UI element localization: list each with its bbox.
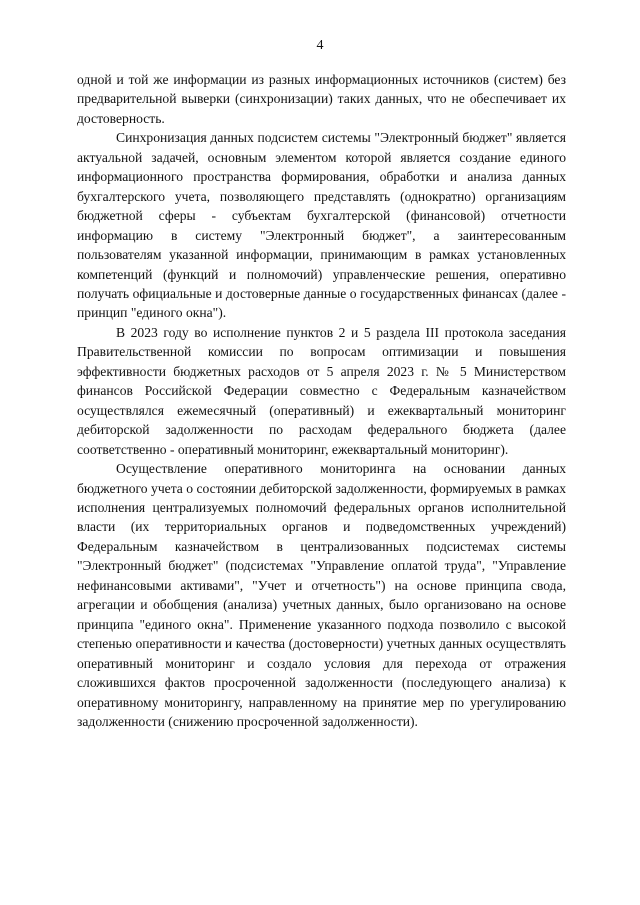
document-body (77, 70, 566, 731)
paragraph-continuation: одной и той же информации из разных информационных источников (систем) без предварительной выверки (синхронизации) таких данных, что не обеспечивает их достоверность. (77, 72, 566, 126)
page-number: 4 (316, 38, 324, 53)
paragraph-operational-monitoring: Осуществление оперативного мониторинга на основании данных бюджетного учета о состоянии дебиторской задолженности, формируемых в рамках исполнения централизуемых полномочий федеральных органов исполнительной власти (их территориальных органов и подведомственных учреждений) Федеральным казначейством в централизованных подсистемах системы "Электронный бюджет" (подсистемах "Управление оплатой труда", "Управление нефинансовыми активами", "Учет и отчетность") на основе принципа свода, агрегации и обобщения (анализа) учетных данных, было организовано на основе принципа "единого окна". Применение указанного подхода позволило с высокой степенью оперативности и качества (достоверности) учетных данных осуществлять оперативный мониторинг и создало условия для перехода от отражения сложившихся фактов просроченной задолженности (последующего анализа) к оперативному мониторингу, направленному на принятие мер по урегулированию задолженности (снижению просроченной задолженности). (77, 461, 566, 729)
paragraph-monitoring-2023: В 2023 году во исполнение пунктов 2 и 5 раздела III протокола заседания Правительственной комиссии по вопросам оптимизации и повышения эффективности бюджетных расходов от 5 апреля 2023 г. № 5 Министерством финансов Российской Федерации совместно с Федеральным казначейством осуществлялся ежемесячный (оперативный) и ежеквартальный мониторинг дебиторской задолженности по расходам федерального бюджета (далее соответственно - оперативный мониторинг, ежеквартальный мониторинг). (77, 324, 566, 457)
paragraph-synchronization: Синхронизация данных подсистем системы "Электронный бюджет" является актуальной задачей, основным элементом которой является создание единого информационного пространства формирования, обработки и анализа данных бухгалтерского учета, позволяющего представлять (однократно) организациям бюджетной сферы - субъектам бухгалтерской (финансовой) отчетности информацию в систему "Электронный бюджет", а заинтересованным пользователям указанной информации, принимающим в рамках установленных компетенций (функций и полномочий) управленческие решения, оперативно получать официальные и достоверные данные о государственных финансах (далее - принцип "единого окна"). (77, 130, 566, 321)
